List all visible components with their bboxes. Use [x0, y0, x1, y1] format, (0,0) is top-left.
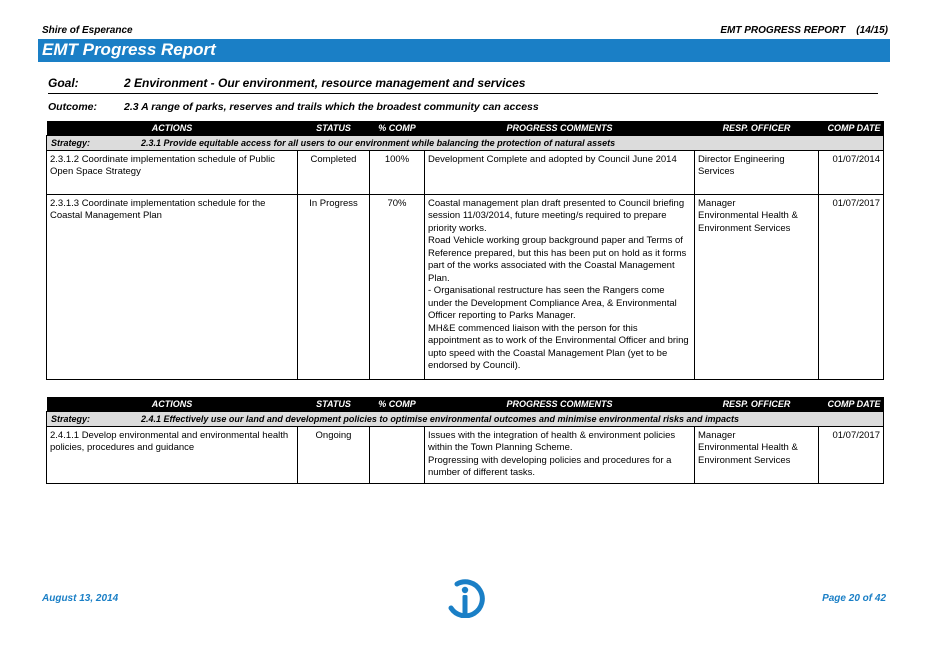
report-title: EMT PROGRESS REPORT (14/15) — [720, 25, 888, 36]
col-comments: PROGRESS COMMENTS — [425, 397, 695, 411]
action-cell: 2.3.1.3 Coordinate implementation schedule for the Coastal Management Plan — [47, 194, 298, 379]
col-comp: % COMP — [370, 121, 425, 135]
title-banner — [38, 39, 890, 62]
resp-cell: Manager Environmental Health & Environment Services — [695, 194, 819, 379]
col-resp: RESP. OFFICER — [695, 121, 819, 135]
date-cell: 01/07/2014 — [819, 150, 884, 194]
col-actions: ACTIONS — [47, 397, 298, 411]
col-actions: ACTIONS — [47, 121, 298, 135]
col-date: COMP DATE — [819, 397, 884, 411]
date-cell: 01/07/2017 — [819, 426, 884, 483]
table-row — [47, 194, 884, 379]
action-cell: 2.4.1.1 Develop environmental and environmental health policies, procedures and guidance — [47, 426, 298, 483]
table-row — [47, 150, 884, 194]
goal-text: 2 Environment - Our environment, resource management and services — [124, 76, 526, 90]
outcome-row — [48, 101, 878, 116]
date-cell: 01/07/2017 — [819, 194, 884, 379]
comp-cell — [370, 426, 425, 483]
shire-logo-icon — [443, 578, 487, 618]
resp-cell: Director Engineering Services — [695, 150, 819, 194]
outcome-label: Outcome: — [48, 101, 98, 113]
strategy-text: 2.4.1 Effectively use our land and development policies to optimise environmental outcomes and minimise environmental risks and impacts — [141, 413, 740, 424]
comments-cell: Coastal management plan draft presented to Council briefing session 11/03/2014, future meeting/s required to prepare priority works. Road Vehicle working group background paper and Terms of Reference prepared, but this has been put on hold as it forms part of the works associated with the Coastal Management Plan. - Organisational restructure has seen the Rangers come under the Development Compliance Area, & Environmental Officer reporting to Parks Manager. MH&E commenced liaison with the person for this appointment as to work of the Environmental Officer and bring upto speed with the Coastal Management Plan (yet to be endorsed by Council). — [425, 194, 695, 379]
table-header — [47, 397, 884, 411]
col-status: STATUS — [298, 397, 370, 411]
comments-cell: Development Complete and adopted by Council June 2014 — [425, 150, 695, 194]
col-status: STATUS — [298, 121, 370, 135]
outcome-text: 2.3 A range of parks, reserves and trails which the broadest community can access — [124, 101, 539, 113]
comp-cell: 100% — [370, 150, 425, 194]
status-cell: Completed — [298, 150, 370, 194]
col-resp: RESP. OFFICER — [695, 397, 819, 411]
status-cell: In Progress — [298, 194, 370, 379]
goal-row — [48, 76, 878, 94]
col-comments: PROGRESS COMMENTS — [425, 121, 695, 135]
strategy-row — [47, 135, 884, 150]
organisation-name: Shire of Esperance — [42, 25, 133, 36]
goal-label: Goal: — [48, 76, 79, 90]
col-comp: % COMP — [370, 397, 425, 411]
status-cell: Ongoing — [298, 426, 370, 483]
action-cell: 2.3.1.2 Coordinate implementation schedule of Public Open Space Strategy — [47, 150, 298, 194]
resp-cell: Manager Environmental Health & Environment Services — [695, 426, 819, 483]
strategy-row — [47, 411, 884, 426]
banner-title: EMT Progress Report — [42, 40, 216, 59]
actions-table-1 — [46, 121, 884, 380]
strategy-text: 2.3.1 Provide equitable access for all users to our environment while balancing the protection of natural assets — [141, 137, 616, 148]
comments-cell: Issues with the integration of health & environment policies within the Town Planning Scheme. Progressing with developing policies and procedures for a number of different tasks. — [425, 426, 695, 483]
footer-page-number: Page 20 of 42 — [822, 593, 886, 604]
strategy-label: Strategy: — [51, 413, 91, 424]
table-header — [47, 121, 884, 135]
col-date: COMP DATE — [819, 121, 884, 135]
actions-table-2 — [46, 397, 884, 484]
footer-date: August 13, 2014 — [42, 593, 119, 604]
table-row — [47, 426, 884, 483]
strategy-label: Strategy: — [51, 137, 91, 148]
comp-cell: 70% — [370, 194, 425, 379]
